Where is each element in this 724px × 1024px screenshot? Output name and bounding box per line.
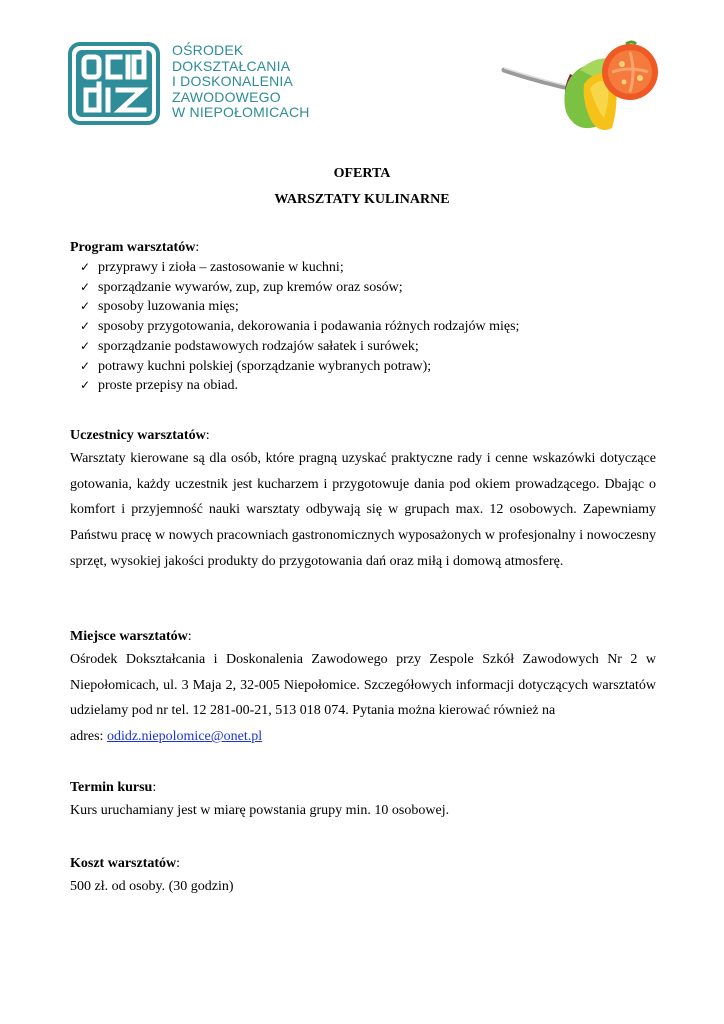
participants-text: Warsztaty kierowane są dla osób, które pragną uzyskać praktyczne rady i cenne wskazówki dotyczące gotowania, każdy uczestnik jest kucharzem i przygotowuje dania pod okiem prowadzącego. Dbając o komfort i przyjemność nauki warsztaty odbywają się w grupach max. 12 osobowych. Zapewniamy Państwu pracę w nowych pracowniach gastronomicznych wyposażonych w profesjonalny i nowoczesny sprzęt, wysokiej jakości produkty do przygotowania dań oraz miłą i domową atmosferę. [70,451,656,569]
checkmark-icon: ✓ [80,279,91,294]
list-item: ✓ sporządzanie podstawowych rodzajów sałatek i surówek; [80,337,656,357]
checkmark-icon: ✓ [80,260,91,274]
checkmark-icon: ✓ [80,338,91,353]
term-heading: Termin kursu: [70,780,157,795]
checkmark-icon: ✓ [80,299,91,314]
location-text: Ośrodek Dokształcania i Doskonalenia Zawodowego przy Zespole Szkół Zawodowych Nr 2 w Niepołomicach, ul. 3 Maja 2, 32-005 Niepołomice. Szczegółowych informacji dotyczących warsztatów udzielamy pod nr tel. 12 281-00-21, 513 018 074. Pytania można kierować również na [70,652,656,719]
term-section [70,778,656,824]
program-section [70,238,656,396]
list-item: ✓ sposoby przygotowania, dekorowania i podawania różnych rodzajów mięs; [80,317,656,337]
document-title: OFERTA [333,166,391,181]
checkmark-icon: ✓ [80,378,91,393]
list-item: ✓ przyprawy i zioła – zastosowanie w kuchni; [80,258,656,278]
list-item: ✓ proste przepisy na obiad. [80,376,656,396]
fork-vegetables-image [500,38,666,142]
participants-section [70,426,656,575]
document-subtitle: WARSZTATY KULINARNE [274,192,450,207]
term-text: Kurs uruchamiany jest w miarę powstania grupy min. 10 osobowej. [70,803,450,818]
cost-section [70,854,656,900]
program-list [70,258,656,396]
list-item: ✓ sporządzanie wywarów, zup, zup kremów oraz sosów; [80,278,656,298]
email-link[interactable]: odidz.niepolomice@onet.pl [106,729,263,745]
cost-text: 500 zł. od osoby. (30 godzin) [70,879,234,894]
logo-line: DOKSZTAŁCANIA [172,57,291,74]
location-heading: Miejsce warsztatów: [70,629,192,644]
checkmark-icon: ✓ [80,319,91,334]
logo-line: I DOSKONALENIA [172,73,294,89]
location-section [70,627,656,750]
checkmark-icon: ✓ [80,358,91,373]
logo-text [172,43,310,121]
logo-line: W NIEPOŁOMICACH [172,104,310,120]
logo-line: ZAWODOWEGO [172,88,281,105]
list-item: ✓ sposoby luzowania mięs; [80,297,656,317]
logo-line: OŚRODEK [172,42,244,58]
email-line: adres: odidz.niepolomice@onet.pl [70,729,263,745]
program-heading: Program warsztatów: [70,240,200,255]
participants-heading: Uczestnicy warsztatów: [70,428,210,443]
odidz-logo [68,42,160,125]
cost-heading: Koszt warsztatów: [70,856,181,871]
list-item: ✓ potrawy kuchni polskiej (sporządzanie wybranych potraw); [80,357,656,377]
